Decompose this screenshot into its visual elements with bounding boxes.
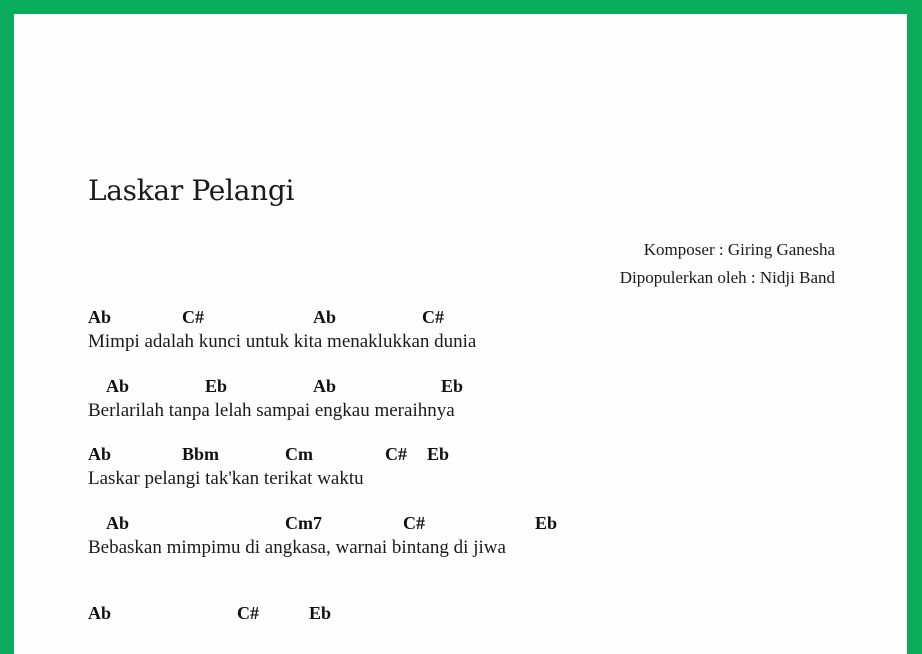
chord: Eb <box>441 376 464 396</box>
composer-credit: Komposer : Giring Ganesha <box>643 240 835 259</box>
chord: Cm <box>285 444 313 464</box>
chord-row <box>88 444 848 468</box>
chord: C# <box>422 307 444 327</box>
chord-row <box>88 603 848 627</box>
verse-line <box>88 444 848 490</box>
lyric-line: Laskar pelangi tak'kan terikat waktu <box>88 468 364 489</box>
popularized-by-credit: Dipopulerkan oleh : Nidji Band <box>619 268 835 287</box>
chord-row <box>88 513 848 537</box>
chord: Ab <box>88 603 112 623</box>
chord: C# <box>182 307 204 327</box>
chord: C# <box>403 513 425 533</box>
chord: Eb <box>205 376 228 396</box>
verse-line <box>88 603 848 627</box>
chord: Ab <box>88 444 112 464</box>
verse-line <box>88 307 848 353</box>
chord: Bbm <box>182 444 220 464</box>
verse-line <box>88 513 848 559</box>
chord: Ab <box>313 376 337 396</box>
chord: Cm7 <box>285 513 322 533</box>
lyric-line: Mimpi adalah kunci untuk kita menaklukkan dunia <box>88 331 477 352</box>
chord: C# <box>237 603 259 623</box>
chord-row <box>88 376 848 400</box>
lyric-line: Berlarilah tanpa lelah sampai engkau meraihnya <box>88 400 455 421</box>
song-credits <box>620 236 835 292</box>
chord: Ab <box>106 513 130 533</box>
chord: Eb <box>427 444 450 464</box>
chord-row <box>88 307 848 331</box>
chord: Ab <box>88 307 112 327</box>
verse-line <box>88 376 848 422</box>
chord: Eb <box>535 513 558 533</box>
song-title: Laskar Pelangi <box>88 174 295 207</box>
chord: Ab <box>106 376 130 396</box>
chord: Eb <box>309 603 332 623</box>
lyric-line: Bebaskan mimpimu di angkasa, warnai bintang di jiwa <box>88 537 506 558</box>
chord: C# <box>385 444 407 464</box>
song-sheet-page <box>14 14 907 654</box>
chord: Ab <box>313 307 337 327</box>
